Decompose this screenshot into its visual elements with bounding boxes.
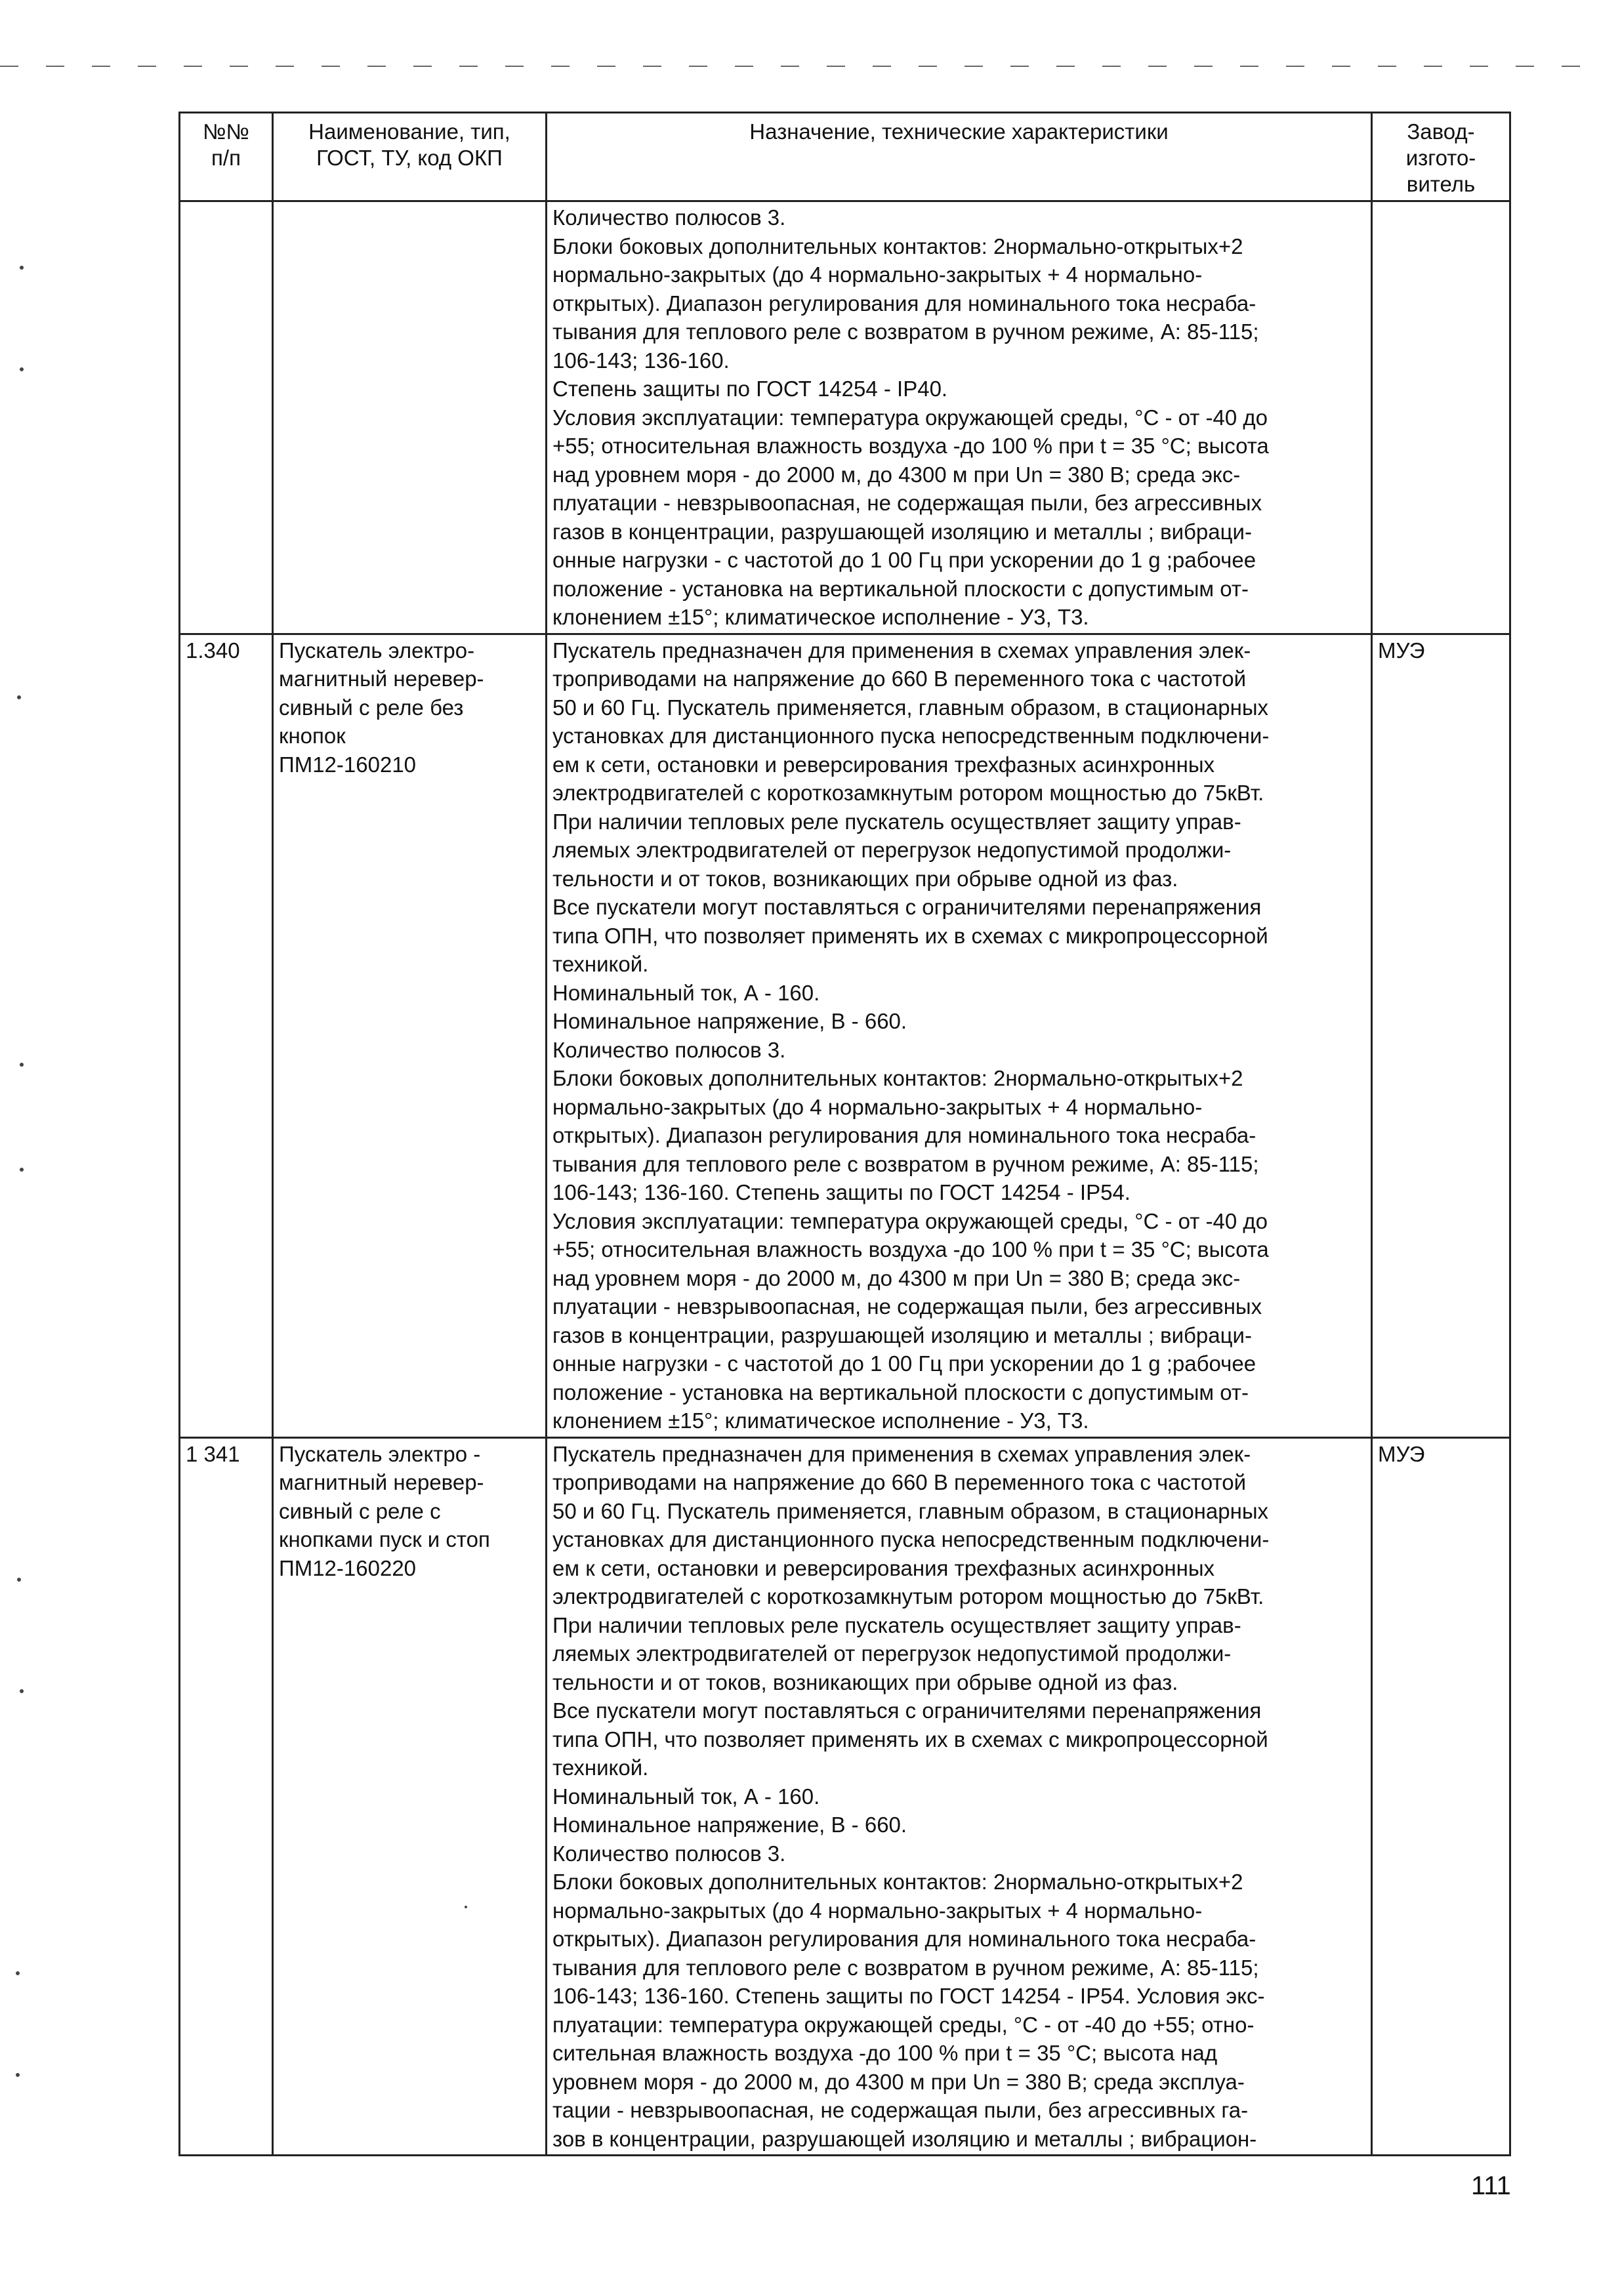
row-number: 1.340 — [180, 634, 273, 1437]
scan-artifact-dot — [20, 266, 24, 270]
scan-artifact-dot — [16, 1971, 20, 1975]
table-row — [180, 1437, 1510, 2156]
row-name — [273, 201, 547, 634]
table-header-row — [180, 113, 1510, 201]
row-maker — [1372, 201, 1510, 634]
spec-table — [178, 112, 1511, 2156]
page-number: 111 — [1471, 2171, 1511, 2200]
table-row — [180, 634, 1510, 1437]
header-maker: Завод- изгото- витель — [1372, 113, 1510, 201]
scan-artifact-dot — [20, 1168, 24, 1172]
scan-artifact-dot — [20, 367, 24, 371]
scan-artifact-dot — [16, 2073, 20, 2077]
header-spec: Назначение, технические характеристики — [547, 113, 1372, 201]
scan-artifact-dot — [20, 1063, 24, 1067]
scan-artifact-dot — [20, 1689, 24, 1693]
row-maker: МУЭ — [1372, 1437, 1510, 2156]
row-name: Пускатель электро- магнитный неревер- сивный с реле без кнопок ПМ12-160210 — [273, 634, 547, 1437]
row-spec: Пускатель предназначен для применения в схемах управления элек- троприводами на напряжение до 660 В переменного тока с частотой 50 и 60 Гц. Пускатель применяется, главным образом, в стационарных установках для дистанционного пуска непосредственным подключени- ем к сети, остановки и реверсирования трехфазных асинхронных электродвигателей с короткозамкнутым ротором мощностью до 75кВт. При наличии тепловых реле пускатель осуществляет защиту управ- ляемых электродвигателей от перегрузок недопустимой продолжи- тельности и от токов, возникающих при обрыве одной из фаз. Все пускатели могут поставляться с ограничителями перенапряжения типа ОПН, что позволяет применять их в схемах с микропроцессорной техникой. Номинальный ток, А - 160. Номинальное напряжение, В - 660. Количество полюсов 3. Блоки боковых дополнительных контактов: 2нормально-открытых+2 нормально-закрытых (до 4 нормально-закрытых + 4 нормально- открытых). Диапазон регулирования для номинального тока несраба- тывания для теплового реле с возвратом в ручном режиме, А: 85-115; 106-143; 136-160. Степень защиты по ГОСТ 14254 - IP54. Условия эксплуатации: температура окружающей среды, °С - от -40 до +55; относительная влажность воздуха -до 100 % при t = 35 °С; высота над уровнем моря - до 2000 м, до 4300 м при Un = 380 В; среда экс- плуатации - невзрывоопасная, не содержащая пыли, без агрессивных газов в концентрации, разрушающей изоляцию и металлы ; вибраци- онные нагрузки - с частотой до 1 00 Гц при ускорении до 1 g ;рабочее положение - установка на вертикальной плоскости с допустимым от- клонением ±15°; климатическое исполнение - У3, Т3. — [547, 634, 1372, 1437]
scan-artifact-dot — [17, 695, 21, 699]
header-number: №№ п/п — [180, 113, 273, 201]
row-spec: Количество полюсов 3. Блоки боковых дополнительных контактов: 2нормально-открытых+2 нормально-закрытых (до 4 нормально-закрытых + 4 нормально- открытых). Диапазон регулирования для номинального тока несраба- тывания для теплового реле с возвратом в ручном режиме, А: 85-115; 106-143; 136-160. Степень защиты по ГОСТ 14254 - IP40. Условия эксплуатации: температура окружающей среды, °С - от -40 до +55; относительная влажность воздуха -до 100 % при t = 35 °С; высота над уровнем моря - до 2000 м, до 4300 м при Un = 380 В; среда экс- плуатации - невзрывоопасная, не содержащая пыли, без агрессивных газов в концентрации, разрушающей изоляцию и металлы ; вибраци- онные нагрузки - с частотой до 1 00 Гц при ускорении до 1 g ;рабочее положение - установка на вертикальной плоскости с допустимым от- клонением ±15°; климатическое исполнение - У3, Т3. — [547, 201, 1372, 634]
row-number: 1 341 — [180, 1437, 273, 2156]
header-name: Наименование, тип, ГОСТ, ТУ, код ОКП — [273, 113, 547, 201]
table-row — [180, 201, 1510, 634]
scan-artifact-dot — [17, 1578, 21, 1582]
row-name: Пускатель электро - магнитный неревер- сивный с реле с кнопками пуск и стоп ПМ12-160220 — [273, 1437, 547, 2156]
row-maker: МУЭ — [1372, 634, 1510, 1437]
row-spec: Пускатель предназначен для применения в схемах управления элек- троприводами на напряжение до 660 В переменного тока с частотой 50 и 60 Гц. Пускатель применяется, главным образом, в стационарных установках для дистанционного пуска непосредственным подключени- ем к сети, остановки и реверсирования трехфазных асинхронных электродвигателей с короткозамкнутым ротором мощностью до 75кВт. При наличии тепловых реле пускатель осуществляет защиту управ- ляемых электродвигателей от перегрузок недопустимой продолжи- тельности и от токов, возникающих при обрыве одной из фаз. Все пускатели могут поставляться с ограничителями перенапряжения типа ОПН, что позволяет применять их в схемах с микропроцессорной техникой. Номинальный ток, А - 160. Номинальное напряжение, В - 660. Количество полюсов 3. Блоки боковых дополнительных контактов: 2нормально-открытых+2 нормально-закрытых (до 4 нормально-закрытых + 4 нормально- открытых). Диапазон регулирования для номинального тока несраба- тывания для теплового реле с возвратом в ручном режиме, А: 85-115; 106-143; 136-160. Степень защиты по ГОСТ 14254 - IP54. Условия экс- плуатации: температура окружающей среды, °С - от -40 до +55; отно- сительная влажность воздуха -до 100 % при t = 35 °С; высота над уровнем моря - до 2000 м, до 4300 м при Un = 380 В; среда эксплуа- тации - невзрывоопасная, не содержащая пыли, без агрессивных га- зов в концентрации, разрушающей изоляцию и металлы ; вибрацион- — [547, 1437, 1372, 2156]
scan-artifact-line — [0, 66, 1599, 67]
row-number — [180, 201, 273, 634]
